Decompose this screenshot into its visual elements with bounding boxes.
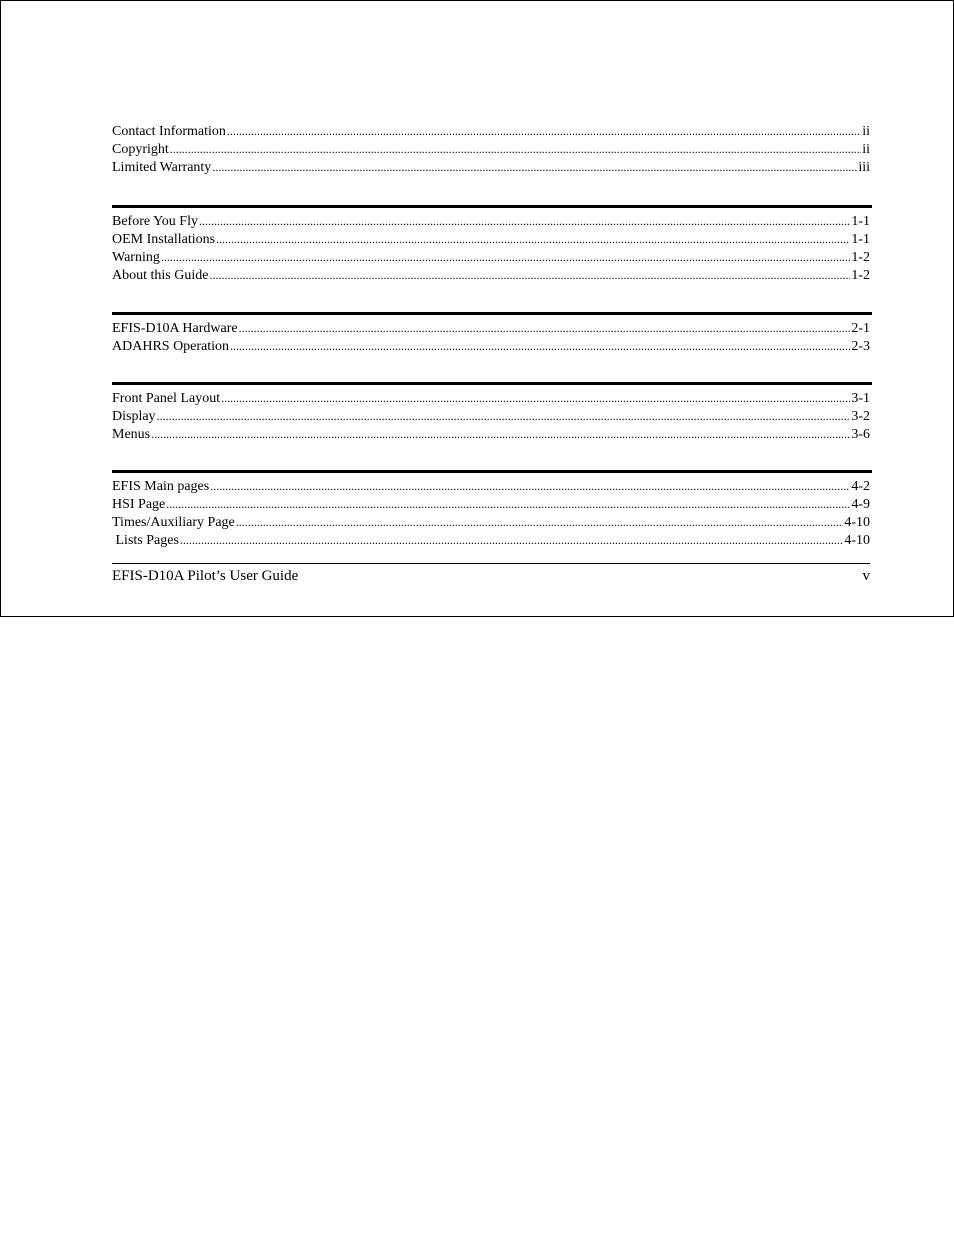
dot-leader	[151, 425, 850, 443]
dot-leader	[166, 495, 850, 513]
toc-entry-page: 3-6	[851, 427, 870, 442]
toc-entry-front-panel-layout[interactable]	[112, 389, 870, 407]
dot-leader	[161, 248, 850, 266]
toc-entry-page: ii	[862, 124, 870, 139]
toc-entry-label: Limited Warranty	[112, 160, 212, 175]
toc-entry-times-auxiliary-page[interactable]	[112, 513, 870, 531]
toc-entry-label: Display	[112, 409, 156, 424]
dot-leader	[180, 531, 843, 549]
toc-entry-label: Copyright	[112, 142, 169, 157]
section-divider	[112, 382, 872, 385]
section-divider	[112, 312, 872, 315]
footer-page-number: v	[862, 568, 870, 584]
dot-leader	[170, 140, 861, 158]
toc-entry-page: 2-3	[851, 339, 870, 354]
dot-leader	[210, 477, 850, 495]
toc-entry-label: Lists Pages	[112, 533, 179, 548]
dot-leader	[227, 122, 861, 140]
toc-entry-adahrs-operation[interactable]	[112, 337, 870, 355]
dot-leader	[199, 212, 850, 230]
toc-entry-label: OEM Installations	[112, 232, 216, 247]
dot-leader	[239, 319, 851, 337]
toc-entry-page: 4-10	[844, 533, 870, 548]
toc-entry-label: EFIS-D10A Hardware	[112, 321, 238, 336]
toc-entry-page: 3-2	[851, 409, 870, 424]
toc-entry-about-this-guide[interactable]	[112, 266, 870, 284]
toc-entry-label: Warning	[112, 250, 160, 265]
toc-entry-display[interactable]	[112, 407, 870, 425]
toc-section-2	[112, 312, 870, 355]
toc-entry-limited-warranty[interactable]	[112, 158, 870, 176]
dot-leader	[221, 389, 850, 407]
toc-entry-page: 4-2	[851, 479, 870, 494]
dot-leader	[236, 513, 844, 531]
toc-section-3	[112, 382, 870, 443]
toc-section-4	[112, 470, 870, 549]
toc-entry-menus[interactable]	[112, 425, 870, 443]
toc-entry-efis-main-pages[interactable]	[112, 477, 870, 495]
toc-entry-label: Menus	[112, 427, 151, 442]
toc-entry-label: Before You Fly	[112, 214, 198, 229]
toc-section-1	[112, 205, 870, 284]
dot-leader	[209, 266, 850, 284]
dot-leader	[212, 158, 857, 176]
footer-document-title: EFIS-D10A Pilot’s User Guide	[112, 568, 299, 584]
toc-entry-page: 2-1	[851, 321, 870, 336]
dot-leader	[230, 337, 850, 355]
toc-entry-label: ADAHRS Operation	[112, 339, 230, 354]
toc-entry-page: 1-2	[851, 250, 870, 265]
dot-leader	[216, 230, 850, 248]
toc-entry-before-you-fly[interactable]	[112, 212, 870, 230]
toc-section-front-matter	[112, 122, 870, 176]
toc-entry-warning[interactable]	[112, 248, 870, 266]
toc-entry-page: ii	[862, 142, 870, 157]
toc-entry-page: 1-1	[851, 214, 870, 229]
toc-entry-page: 1-1	[851, 232, 870, 247]
page-footer	[112, 563, 870, 585]
toc-entry-efis-d10a-hardware[interactable]	[112, 319, 870, 337]
toc-entry-label: Times/Auxiliary Page	[112, 515, 235, 530]
toc-entry-page: 1-2	[851, 268, 870, 283]
section-divider	[112, 470, 872, 473]
toc-entry-oem-installations[interactable]	[112, 230, 870, 248]
toc-entry-label: About this Guide	[112, 268, 209, 283]
toc-entry-label: Front Panel Layout	[112, 391, 221, 406]
toc-entry-page: 4-9	[851, 497, 870, 512]
toc-entry-label: Contact Information	[112, 124, 226, 139]
toc-entry-label: EFIS Main pages	[112, 479, 210, 494]
toc-entry-page: 4-10	[844, 515, 870, 530]
toc-entry-hsi-page[interactable]	[112, 495, 870, 513]
section-divider	[112, 205, 872, 208]
toc-entry-label: HSI Page	[112, 497, 166, 512]
toc-entry-contact-information[interactable]	[112, 122, 870, 140]
toc-entry-page: 3-1	[851, 391, 870, 406]
dot-leader	[157, 407, 851, 425]
toc-entry-lists-pages[interactable]	[112, 531, 870, 549]
toc-entry-copyright[interactable]	[112, 140, 870, 158]
toc-entry-page: iii	[858, 160, 870, 175]
